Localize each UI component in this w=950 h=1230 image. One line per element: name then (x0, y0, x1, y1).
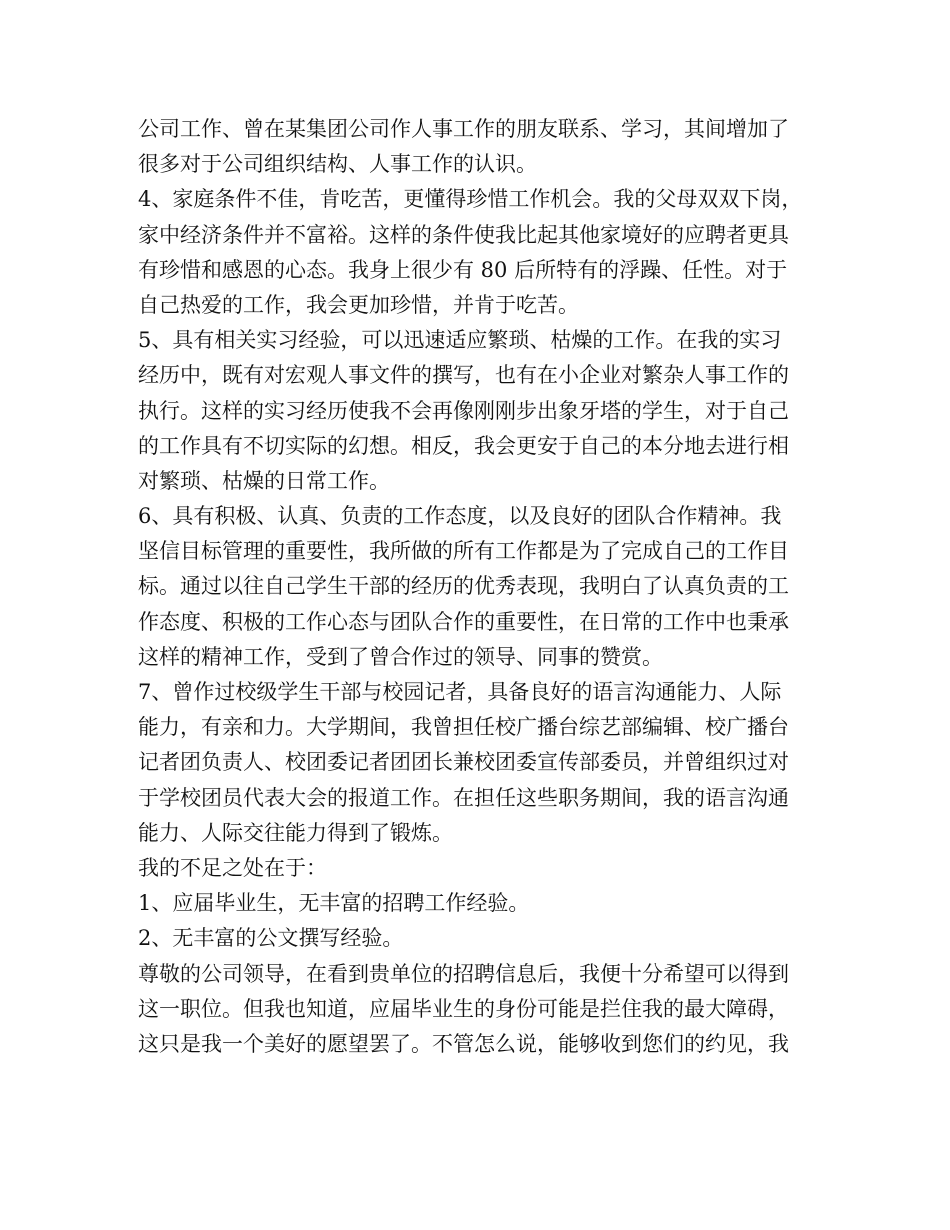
document-body (138, 112, 828, 1062)
text-line: 这样的精神工作，受到了曾合作过的领导、同事的赞赏。 (138, 644, 663, 669)
text-line: 执行。这样的实习经历使我不会再像刚刚步出象牙塔的学生，对于自己 (138, 398, 789, 423)
text-line: 经历中，既有对宏观人事文件的撰写，也有在小企业对繁杂人事工作的 (138, 363, 789, 388)
text-line: 能力，有亲和力。大学期间，我曾担任校广播台综艺部编辑、校广播台 (138, 715, 789, 740)
text-line: 的工作具有不切实际的幻想。相反，我会更安于自己的本分地去进行相 (138, 433, 789, 458)
text-line: 1、应届毕业生，无丰富的招聘工作经验。 (138, 891, 530, 916)
text-line: 我的不足之处在于： (138, 855, 327, 880)
text-line: 4、家庭条件不佳，肯吃苦，更懂得珍惜工作机会。我的父母双双下岗， (138, 187, 803, 212)
text-line: 自己热爱的工作，我会更加珍惜，并肯于吃苦。 (138, 292, 579, 317)
text-line: 这只是我一个美好的愿望罢了。不管怎么说，能够收到您们的约见，我 (138, 1031, 789, 1056)
text-line: 6、具有积极、认真、负责的工作态度，以及良好的团队合作精神。我 (138, 504, 782, 529)
text-line: 记者团负责人、校团委记者团团长兼校团委宣传部委员，并曾组织过对 (138, 750, 789, 775)
text-line: 作态度、积极的工作心态与团队合作的重要性，在日常的工作中也秉承 (138, 609, 789, 634)
text-line: 坚信目标管理的重要性，我所做的所有工作都是为了完成自己的工作目 (138, 539, 789, 564)
text-line: 公司工作、曾在某集团公司作人事工作的朋友联系、学习，其间增加了 (138, 117, 789, 141)
text-line: 有珍惜和感恩的心态。我身上很少有 80 后所特有的浮躁、任性。对于 (138, 257, 788, 282)
text-line: 5、具有相关实习经验，可以迅速适应繁琐、枯燥的工作。在我的实习 (138, 328, 782, 353)
text-line: 7、曾作过校级学生干部与校园记者，具备良好的语言沟通能力、人际 (138, 680, 782, 704)
text-line: 尊敬的公司领导，在看到贵单位的招聘信息后，我便十分希望可以得到 (138, 961, 789, 986)
text-line: 于学校团员代表大会的报道工作。在担任这些职务期间，我的语言沟通 (138, 785, 789, 810)
text-line: 对繁琐、枯燥的日常工作。 (138, 468, 390, 493)
text-line: 这一职位。但我也知道，应届毕业生的身份可能是拦住我的最大障碍， (138, 996, 789, 1021)
text-line: 很多对于公司组织结构、人事工作的认识。 (138, 152, 537, 177)
text-line: 家中经济条件并不富裕。这样的条件使我比起其他家境好的应聘者更具 (138, 222, 789, 247)
text-line: 能力、人际交往能力得到了锻炼。 (138, 820, 453, 845)
text-line: 2、无丰富的公文撰写经验。 (138, 926, 404, 951)
text-line: 标。通过以往自己学生干部的经历的优秀表现，我明白了认真负责的工 (138, 574, 789, 599)
